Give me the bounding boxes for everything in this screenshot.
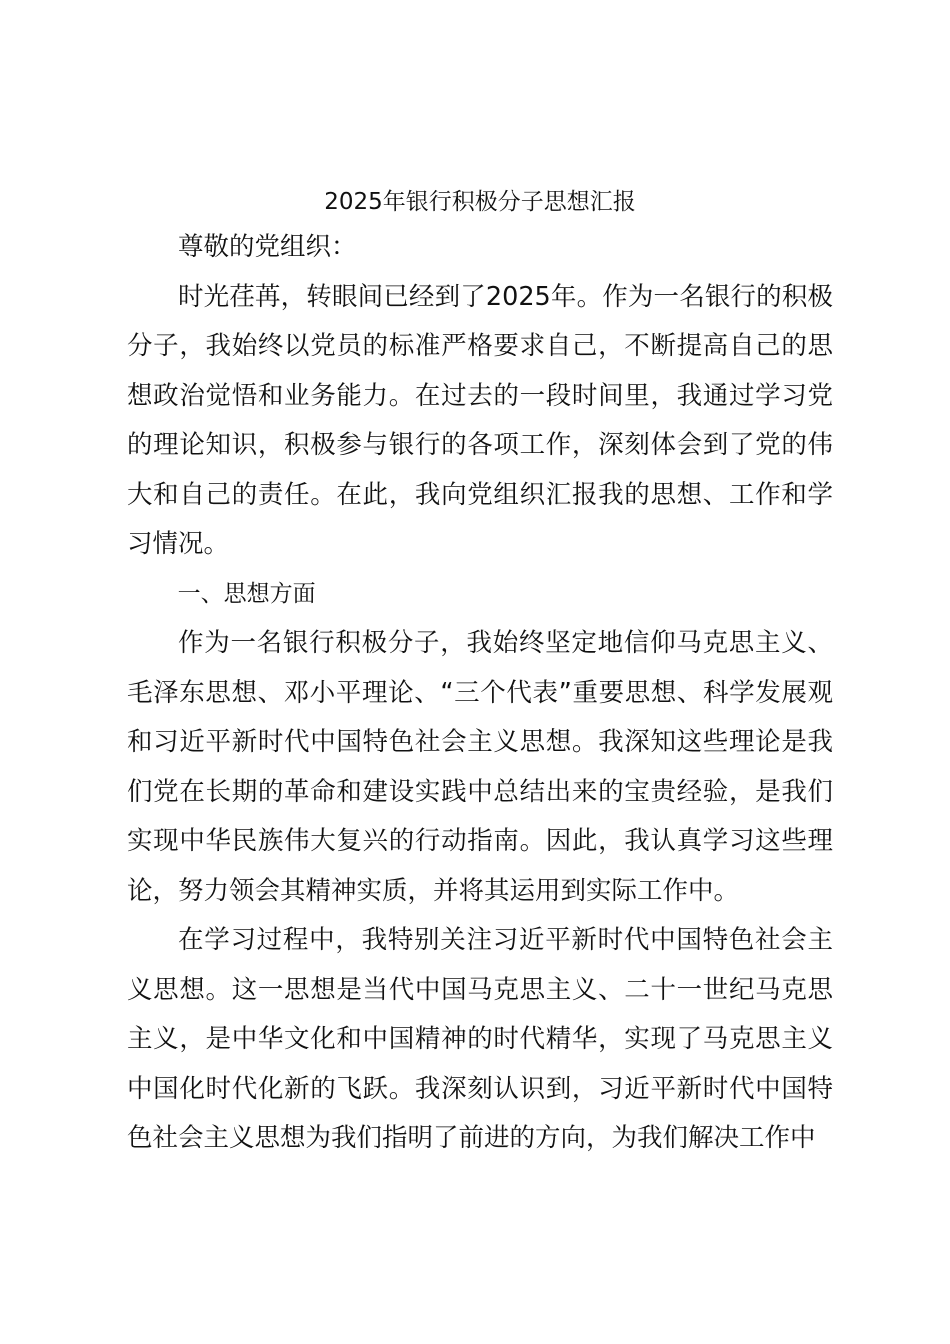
greeting: 尊敬的党组织：: [178, 232, 357, 262]
document-body: [127, 184, 833, 1164]
section-paragraph: 在学习过程中，我特别关注习近平新时代中国特色社会主义思想。这一思想是当代中国马克思主义、二十一世纪马克思主义，是中华文化和中国精神的时代精华，实现了马克思主义中国化时代化新的飞跃。我深刻认识到，习近平新时代中国特色社会主义思想为我们指明了前进的方向，为我们解决工作中: [127, 925, 833, 1153]
document-title: 2025年银行积极分子思想汇报: [324, 189, 636, 215]
section-paragraph: 作为一名银行积极分子，我始终坚定地信仰马克思主义、毛泽东思想、邓小平理论、“三个代表”重要思想、科学发展观和习近平新时代中国特色社会主义思想。我深知这些理论是我们党在长期的革命和建设实践中总结出来的宝贵经验，是我们实现中华民族伟大复兴的行动指南。因此，我认真学习这些理论，努力领会其精神实质，并将其运用到实际工作中。: [127, 628, 833, 906]
section-heading-thought: 一、思想方面: [177, 580, 316, 607]
intro-paragraph: 时光荏苒，转眼间已经到了2025年。作为一名银行的积极分子，我始终以党员的标准严格要求自己，不断提高自己的思想政治觉悟和业务能力。在过去的一段时间里，我通过学习党的理论知识，积极参与银行的各项工作，深刻体会到了党的伟大和自己的责任。在此，我向党组织汇报我的思想、工作和学习情况。: [127, 281, 833, 559]
